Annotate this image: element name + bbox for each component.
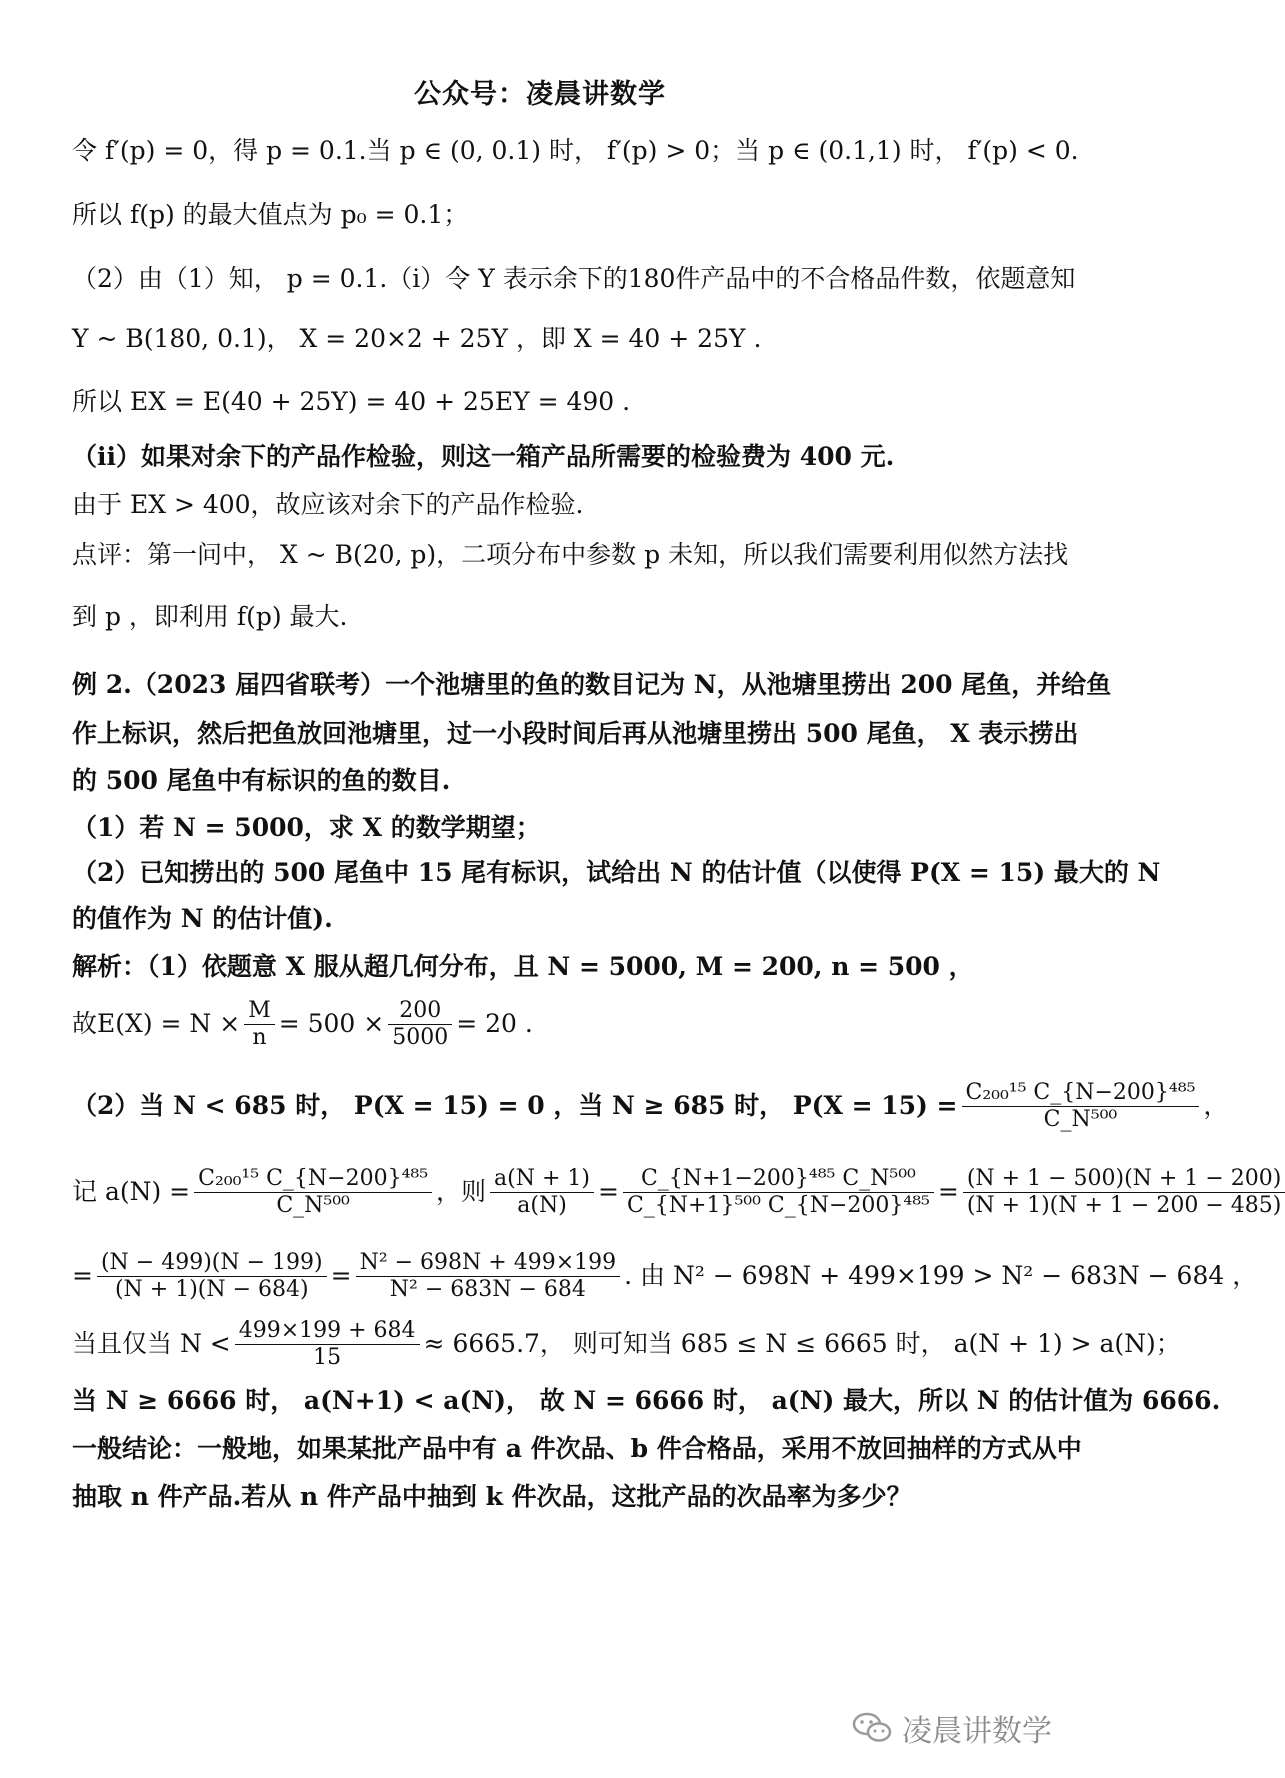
fraction-denominator: 5000 (392, 1024, 449, 1050)
fraction-ratio-5 (356, 1250, 621, 1303)
ratio-formula-continued (72, 1244, 1258, 1308)
fraction-numerator: C_{N+1−200}⁴⁸⁵ C_N⁵⁰⁰ (623, 1166, 934, 1193)
fraction-numerator: 499×199 + 684 (235, 1318, 420, 1345)
fraction-200-over-5000 (388, 998, 452, 1051)
ratio-equals-2: = (937, 1177, 959, 1206)
fraction-denominator: a(N) (517, 1192, 567, 1218)
fraction-denominator: (N + 1)(N + 1 − 200 − 485) (966, 1192, 1282, 1218)
fraction-numerator: (N + 1 − 500)(N + 1 − 200) (963, 1166, 1285, 1193)
comment-line-2: 到 p ，即利用 f(p) 最大. (72, 602, 348, 631)
expectation-prefix: 故 (72, 1009, 98, 1038)
fraction-denominator: N² − 683N − 684 (389, 1276, 586, 1302)
watermark-text: 凌晨讲数学 (902, 1714, 1052, 1749)
fraction-denominator: (N + 1)(N − 684) (114, 1276, 309, 1302)
eq2-equals: = (330, 1261, 352, 1290)
question-2-line-1: （2）已知捞出的 500 尾鱼中 15 尾有标识，试给出 N 的估计值（以使得 P(X = 15) 最大的 N (72, 858, 1161, 887)
expectation-lhs: E(X) = N × (97, 1009, 241, 1038)
example-title-line: 例 2.（2023 届四省联考）一个池塘里的鱼的数目记为 N，从池塘里捞出 200 尾鱼，并给鱼 (72, 670, 1112, 699)
probability-tail: ， (1203, 1091, 1229, 1120)
probability-formula (72, 1076, 1229, 1136)
ratio-formula (72, 1160, 1282, 1224)
fraction-probability (962, 1080, 1200, 1133)
expectation-formula (72, 994, 1040, 1054)
fraction-aN (194, 1166, 432, 1219)
fraction-numerator: C₂₀₀¹⁵ C_{N−200}⁴⁸⁵ (194, 1166, 432, 1193)
general-conclusion-line-2: 抽取 n 件产品.若从 n 件产品中抽到 k 件次品，这批产品的次品率为多少？ (72, 1482, 912, 1511)
text-line-7: 由于 EX > 400，故应该对余下的产品作检验. (72, 490, 584, 519)
ratio-equals: = (598, 1177, 619, 1206)
bound-tail: ≈ 6665.7， 则可知当 685 ≤ N ≤ 6665 时， a(N + 1) > a(N)； (423, 1329, 1181, 1358)
fraction-ratio-2 (623, 1166, 934, 1219)
fraction-denominator: C_{N+1}⁵⁰⁰ C_{N−200}⁴⁸⁵ (626, 1192, 930, 1218)
fraction-numerator: N² − 698N + 499×199 (356, 1250, 621, 1277)
fraction-numerator: (N − 499)(N − 199) (97, 1250, 327, 1277)
text-line-2: 所以 f(p) 的最大值点为 p₀ = 0.1； (72, 200, 469, 229)
fraction-ratio-3 (963, 1166, 1285, 1219)
fraction-numerator: M (244, 998, 275, 1025)
eq2-tail: . 由 N² − 698N + 499×199 > N² − 683N − 684 ， (624, 1261, 1258, 1290)
probability-text: （2）当 N < 685 时， P(X = 15) = 0 ，当 N ≥ 685 时， P(X = 15) = (72, 1091, 958, 1120)
fraction-denominator: C_N⁵⁰⁰ (276, 1192, 350, 1218)
bound-prefix: 当且仅当 N < (72, 1329, 231, 1358)
comment-line-1: 点评：第一问中， X ~ B(20, p)，二项分布中参数 p 未知，所以我们需要利用似然方法找 (72, 540, 1069, 569)
fraction-denominator: 15 (313, 1344, 342, 1370)
example-line-2: 作上标识，然后把鱼放回池塘里，过一小段时间后再从池塘里捞出 500 尾鱼， X 表示捞出 (72, 719, 1079, 748)
expectation-tail: = 20 . (456, 1009, 533, 1038)
text-line-4: Y ~ B(180, 0.1)， X = 20×2 + 25Y ，即 X = 40 + 25Y . (72, 324, 762, 353)
text-line-1: 令 f′(p) = 0，得 p = 0.1.当 p ∈ (0, 0.1) 时， f′(p) > 0；当 p ∈ (0.1,1) 时， f′(p) < 0. (72, 136, 1079, 165)
eq2-prefix: = (72, 1261, 93, 1290)
fraction-ratio (490, 1166, 594, 1219)
fraction-ratio-4 (97, 1250, 327, 1303)
conclusion-line: 当 N ≥ 6666 时， a(N+1) < a(N)， 故 N = 6666 时， a(N) 最大，所以 N 的估计值为 6666. (72, 1386, 1221, 1415)
aN-mid: ，则 (436, 1177, 487, 1206)
page-header: 公众号：凌晨讲数学 (414, 79, 666, 110)
fraction-bound (235, 1318, 420, 1371)
aN-prefix: 记 a(N) = (72, 1177, 191, 1206)
wechat-icon (852, 1711, 892, 1745)
bound-formula (72, 1312, 1181, 1376)
expectation-mid: = 500 × (278, 1009, 385, 1038)
text-line-5: 所以 EX = E(40 + 25Y) = 40 + 25EY = 490 . (72, 387, 631, 416)
fraction-M-over-n (244, 998, 275, 1051)
watermark (852, 1706, 1052, 1750)
fraction-numerator: 200 (388, 998, 452, 1025)
fraction-denominator: C_N⁵⁰⁰ (1043, 1106, 1118, 1132)
fraction-numerator: C₂₀₀¹⁵ C_{N−200}⁴⁸⁵ (962, 1080, 1200, 1107)
example-line-3: 的 500 尾鱼中有标识的鱼的数目. (72, 766, 451, 795)
fraction-denominator: n (252, 1024, 267, 1050)
question-2-line-2: 的值作为 N 的估计值). (72, 904, 333, 933)
text-line-3: （2）由（1）知， p = 0.1.（i）令 Y 表示余下的180件产品中的不合格品件数，依题意知 (72, 264, 1076, 293)
question-1: （1）若 N = 5000，求 X 的数学期望； (72, 813, 541, 842)
solution-line-1: 解析：（1）依题意 X 服从超几何分布，且 N = 5000, M = 200, n = 500 ， (72, 952, 974, 981)
text-line-6: （ii）如果对余下的产品作检验，则这一箱产品所需要的检验费为 400 元. (72, 442, 895, 471)
fraction-numerator: a(N + 1) (490, 1166, 594, 1193)
general-conclusion-line-1: 一般结论：一般地，如果某批产品中有 a 件次品、b 件合格品，采用不放回抽样的方式从中 (72, 1434, 1082, 1463)
